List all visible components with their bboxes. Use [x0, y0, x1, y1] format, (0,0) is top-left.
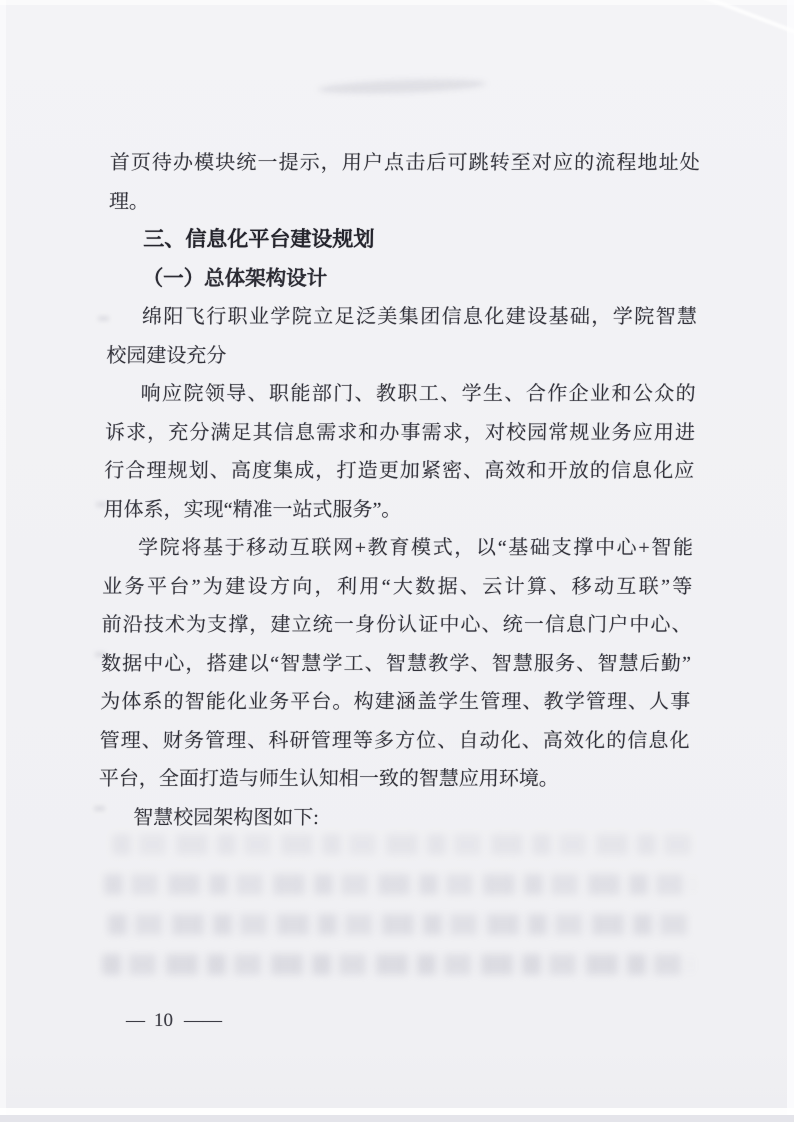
text-line: 校园建设充分 — [106, 344, 227, 367]
text-line: 理。 — [108, 190, 150, 213]
page-number: 10 — [154, 1010, 173, 1031]
page-edge-left — [0, 0, 6, 1122]
bleedthrough-row — [108, 914, 694, 935]
text-line: 业务平台”为建设方向，利用“大数据、云计算、移动互联”等 — [102, 575, 693, 598]
text-line: 行合理规划、高度集成，打造更加紧密、高效和开放的信息化应 — [104, 460, 695, 482]
bleedthrough-row — [104, 874, 694, 895]
bleedthrough-speck — [96, 502, 107, 507]
text-line: 智慧校园架构图如下: — [133, 806, 319, 829]
text-line: 三、信息化平台建设规划 — [143, 228, 375, 251]
paragraph — [103, 375, 696, 529]
subsection-heading — [107, 260, 698, 299]
page-footer — [126, 1010, 222, 1032]
paragraph — [106, 298, 697, 375]
text-line: 响应院领导、职能部门、教职工、学生、合作企业和公众的 — [140, 383, 696, 405]
footer-dash-left: — — [126, 1010, 145, 1031]
paragraph — [98, 799, 689, 838]
text-line: 用体系，实现“精准一站式服务”。 — [103, 498, 402, 521]
text-line: 数据中心，搭建以“智慧学工、智慧教学、智慧服务、智慧后勤” — [100, 652, 692, 675]
page-edge-bottom-shadow — [0, 1115, 794, 1122]
paragraph — [99, 529, 694, 799]
scan-smudge — [318, 77, 486, 96]
footer-dash-right: —— — [184, 1010, 222, 1031]
page-edge-top — [0, 0, 794, 5]
text-line: 学院将基于移动互联网+教育模式，以“基础支撑中心+智能 — [137, 537, 694, 559]
bleedthrough-speck — [98, 316, 109, 321]
document-text-column — [98, 144, 700, 837]
text-line: 为体系的智能化业务平台。构建涵盖学生管理、教学管理、人事 — [100, 691, 691, 713]
text-line: 平台，全面打造与师生认知相一致的智慧应用环境。 — [98, 768, 560, 790]
text-line: 绵阳飞行职业学院立足泛美集团信息化建设基础，学院智慧 — [141, 306, 698, 328]
text-line: 前沿技术为支撑，建立统一身份认证中心、统一信息门户中心、 — [101, 614, 692, 636]
bleedthrough-speck — [94, 806, 105, 811]
page-edge-corner — [676, 0, 794, 36]
text-line: 首页待办模块统一提示，用户点击后可跳转至对应的流程地址处 — [109, 152, 700, 174]
section-heading — [108, 221, 699, 260]
text-line: 诉求，充分满足其信息需求和办事需求，对校园常规业务应用进 — [104, 421, 696, 444]
text-line: 管理、财务管理、科研管理等多方位、自动化、高效化的信息化 — [99, 729, 690, 752]
page-edge-right — [787, 0, 794, 1122]
text-line: （一）总体架构设计 — [142, 267, 328, 290]
bleedthrough-row — [102, 954, 692, 975]
page-edge-bottom-highlight — [0, 1108, 794, 1115]
bleedthrough-row — [112, 834, 692, 855]
paragraph — [109, 144, 700, 221]
bleedthrough-speck — [95, 652, 106, 657]
